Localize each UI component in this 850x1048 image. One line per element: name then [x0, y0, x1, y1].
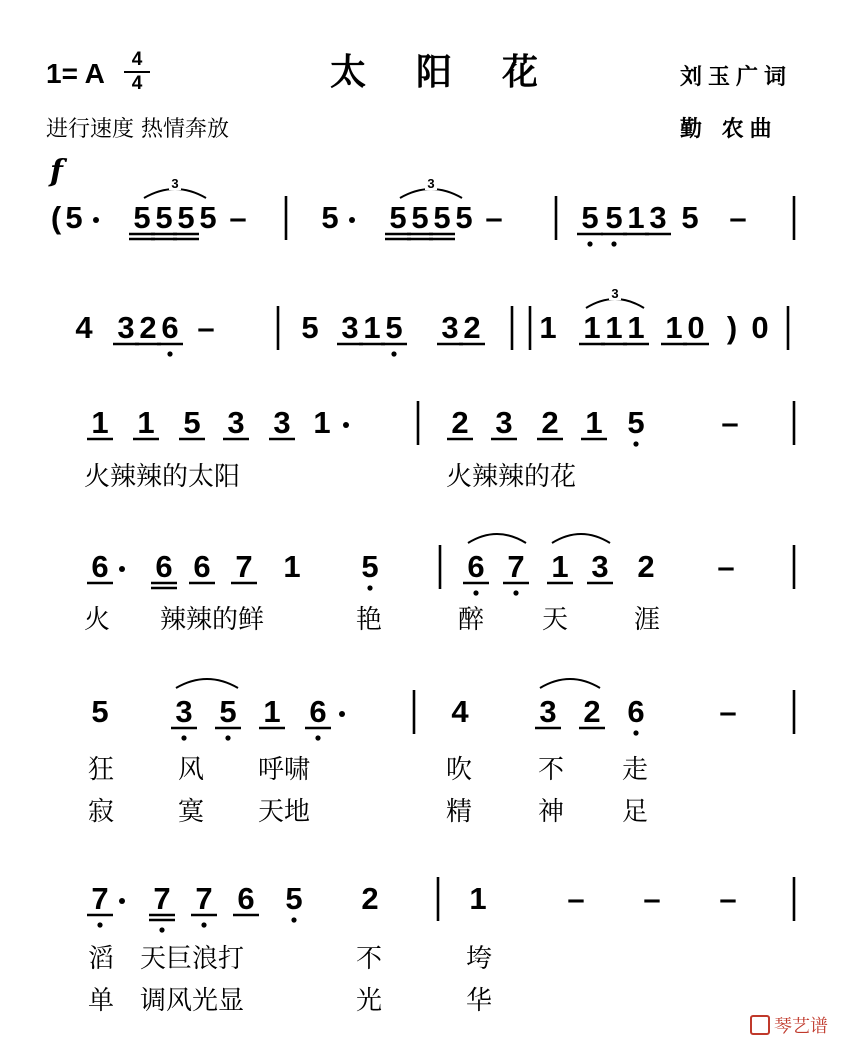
- jianpu-note: 5: [219, 694, 237, 729]
- lyric-line-2-d: 醉: [458, 605, 485, 635]
- augmentation-dot: [119, 566, 125, 572]
- jianpu-note: 2: [139, 310, 157, 345]
- lyric-line-1-b: 火辣辣的花: [446, 462, 577, 492]
- jianpu-note: –: [721, 405, 739, 440]
- jianpu-note: 6: [155, 549, 173, 584]
- jianpu-note: 6: [161, 310, 179, 345]
- jianpu-note: 5: [133, 200, 151, 235]
- jianpu-note: 4: [75, 310, 93, 345]
- low-octave-dot: [225, 735, 230, 740]
- lyric-line-3b-a: 寂: [88, 797, 115, 827]
- jianpu-note: 7: [507, 549, 525, 584]
- composer-credit: 勤 农曲: [680, 116, 778, 142]
- jianpu-note: 5: [177, 200, 195, 235]
- low-octave-dot: [391, 351, 396, 356]
- jianpu-note: –: [229, 200, 247, 235]
- jianpu-note: 5: [455, 200, 473, 235]
- jianpu-note: 3: [175, 694, 193, 729]
- jianpu-note: 5: [91, 694, 109, 729]
- lyric-line-4b-c: 光: [356, 986, 383, 1016]
- jianpu-note: –: [717, 549, 735, 584]
- lyric-line-2-e: 天: [542, 605, 569, 635]
- watermark-text: 琴艺谱: [774, 1016, 828, 1037]
- jianpu-note: 0: [751, 310, 769, 345]
- jianpu-note: 3: [649, 200, 667, 235]
- time-denominator: 4: [131, 73, 143, 94]
- augmentation-dot: [343, 422, 349, 428]
- jianpu-note: 5: [581, 200, 599, 235]
- low-octave-dot: [159, 927, 164, 932]
- low-octave-dot: [167, 351, 172, 356]
- jianpu-note: 5: [321, 200, 339, 235]
- jianpu-note: 5: [389, 200, 407, 235]
- jianpu-note: 1: [585, 405, 603, 440]
- lyric-line-4a-b: 天巨浪打: [140, 944, 245, 974]
- jianpu-note: 2: [361, 881, 379, 916]
- jianpu-note: 6: [627, 694, 645, 729]
- dynamic-marking: f: [50, 154, 63, 189]
- jianpu-note: –: [197, 310, 215, 345]
- jianpu-note: 4: [451, 694, 469, 729]
- jianpu-note: 1: [137, 405, 155, 440]
- low-octave-dot: [611, 241, 616, 246]
- augmentation-dot: [349, 217, 355, 223]
- jianpu-note: 5: [361, 549, 379, 584]
- qinyipu-logo-icon: [750, 1015, 770, 1035]
- lyric-line-3b-e: 神: [538, 797, 565, 827]
- augmentation-dot: [119, 898, 125, 904]
- jianpu-note: 6: [237, 881, 255, 916]
- lyric-line-2-c: 艳: [356, 605, 383, 635]
- jianpu-note: 1: [627, 200, 645, 235]
- lyric-line-4a-a: 滔: [88, 944, 115, 974]
- low-octave-dot: [633, 730, 638, 735]
- lyric-line-3b-b: 寞: [178, 797, 205, 827]
- time-numerator: 4: [131, 49, 143, 70]
- jianpu-note: 3: [495, 405, 513, 440]
- jianpu-note: –: [485, 200, 503, 235]
- jianpu-note: 3: [341, 310, 359, 345]
- jianpu-note: 1: [551, 549, 569, 584]
- low-octave-dot: [473, 590, 478, 595]
- lyric-line-3a-f: 走: [622, 755, 649, 785]
- jianpu-note: (: [50, 200, 62, 235]
- slur-arc: [552, 534, 610, 543]
- jianpu-note: 5: [605, 200, 623, 235]
- jianpu-note: 7: [91, 881, 109, 916]
- lyric-line-3b-d: 精: [446, 797, 473, 827]
- jianpu-note: 5: [301, 310, 319, 345]
- low-octave-dot: [181, 735, 186, 740]
- jianpu-note: 7: [195, 881, 213, 916]
- jianpu-note: 5: [411, 200, 429, 235]
- jianpu-note: 5: [155, 200, 173, 235]
- jianpu-note: 6: [193, 549, 211, 584]
- lyric-line-4b-d: 华: [466, 986, 493, 1016]
- jianpu-note: 7: [235, 549, 253, 584]
- low-octave-dot: [97, 922, 102, 927]
- jianpu-note: –: [729, 200, 747, 235]
- lyric-line-3b-c: 天地: [258, 797, 311, 827]
- jianpu-note: 0: [687, 310, 705, 345]
- jianpu-note: 2: [583, 694, 601, 729]
- jianpu-note: 1: [263, 694, 281, 729]
- lyric-line-3a-a: 狂: [88, 755, 115, 785]
- lyricist-credit: 刘玉广词: [680, 64, 793, 90]
- lyric-line-4a-c: 不: [356, 944, 383, 974]
- jianpu-note: 3: [441, 310, 459, 345]
- jianpu-note: 3: [117, 310, 135, 345]
- tempo-marking: 进行速度 热情奔放: [46, 117, 229, 142]
- song-title: 太阳花: [330, 51, 589, 93]
- key-signature: 1= A: [46, 58, 105, 89]
- lyric-line-3b-f: 足: [622, 797, 649, 827]
- jianpu-note: 3: [273, 405, 291, 440]
- jianpu-note: –: [719, 694, 737, 729]
- lyric-line-1-a: 火辣辣的太阳: [84, 462, 241, 492]
- jianpu-note: 2: [541, 405, 559, 440]
- jianpu-note: 3: [591, 549, 609, 584]
- jianpu-note: 1: [469, 881, 487, 916]
- lyric-line-2-a: 火: [84, 605, 111, 635]
- jianpu-note: –: [567, 881, 585, 916]
- watermark: [750, 1012, 828, 1038]
- low-octave-dot: [367, 585, 372, 590]
- jianpu-note: 2: [451, 405, 469, 440]
- lyric-line-2-f: 涯: [634, 605, 661, 635]
- jianpu-note: –: [643, 881, 661, 916]
- jianpu-note: 5: [627, 405, 645, 440]
- lyric-line-2-b: 辣辣的鲜: [160, 605, 265, 635]
- lyric-line-3a-c: 呼啸: [258, 755, 311, 785]
- jianpu-note: 5: [385, 310, 403, 345]
- jianpu-note: 3: [227, 405, 245, 440]
- lyric-line-3a-e: 不: [538, 755, 565, 785]
- jianpu-note: 2: [637, 549, 655, 584]
- lyric-line-3a-d: 吹: [446, 755, 473, 785]
- jianpu-note: ): [726, 310, 738, 345]
- augmentation-dot: [93, 217, 99, 223]
- lyric-line-4a-d: 垮: [466, 944, 493, 974]
- jianpu-note: 2: [463, 310, 481, 345]
- low-octave-dot: [513, 590, 518, 595]
- jianpu-note: 1: [665, 310, 683, 345]
- jianpu-note: 1: [313, 405, 331, 440]
- jianpu-note: –: [719, 881, 737, 916]
- jianpu-note: 1: [539, 310, 557, 345]
- augmentation-dot: [339, 711, 345, 717]
- low-octave-dot: [315, 735, 320, 740]
- slur-arc: [176, 679, 238, 688]
- jianpu-note: 5: [433, 200, 451, 235]
- lyric-line-4b-a: 单: [88, 986, 115, 1016]
- jianpu-note: 3: [539, 694, 557, 729]
- jianpu-note: 6: [467, 549, 485, 584]
- low-octave-dot: [291, 917, 296, 922]
- lyric-line-4b-b: 调风光显: [140, 986, 245, 1016]
- jianpu-note: 6: [309, 694, 327, 729]
- tuplet-number: 3: [171, 176, 179, 191]
- tuplet-number: 3: [427, 176, 435, 191]
- jianpu-note: 5: [681, 200, 699, 235]
- low-octave-dot: [633, 441, 638, 446]
- slur-arc: [540, 679, 600, 688]
- low-octave-dot: [587, 241, 592, 246]
- jianpu-note: 5: [65, 200, 83, 235]
- jianpu-note: 1: [283, 549, 301, 584]
- tuplet-number: 3: [611, 286, 619, 301]
- lyric-line-3a-b: 风: [178, 755, 205, 785]
- slur-arc: [468, 534, 526, 543]
- jianpu-note: 5: [285, 881, 303, 916]
- jianpu-note: 1: [627, 310, 645, 345]
- jianpu-note: 1: [583, 310, 601, 345]
- jianpu-note: 1: [363, 310, 381, 345]
- low-octave-dot: [201, 922, 206, 927]
- jianpu-note: 7: [153, 881, 171, 916]
- jianpu-note: 5: [183, 405, 201, 440]
- jianpu-note: 1: [91, 405, 109, 440]
- jianpu-note: 5: [199, 200, 217, 235]
- jianpu-note: 6: [91, 549, 109, 584]
- jianpu-note: 1: [605, 310, 623, 345]
